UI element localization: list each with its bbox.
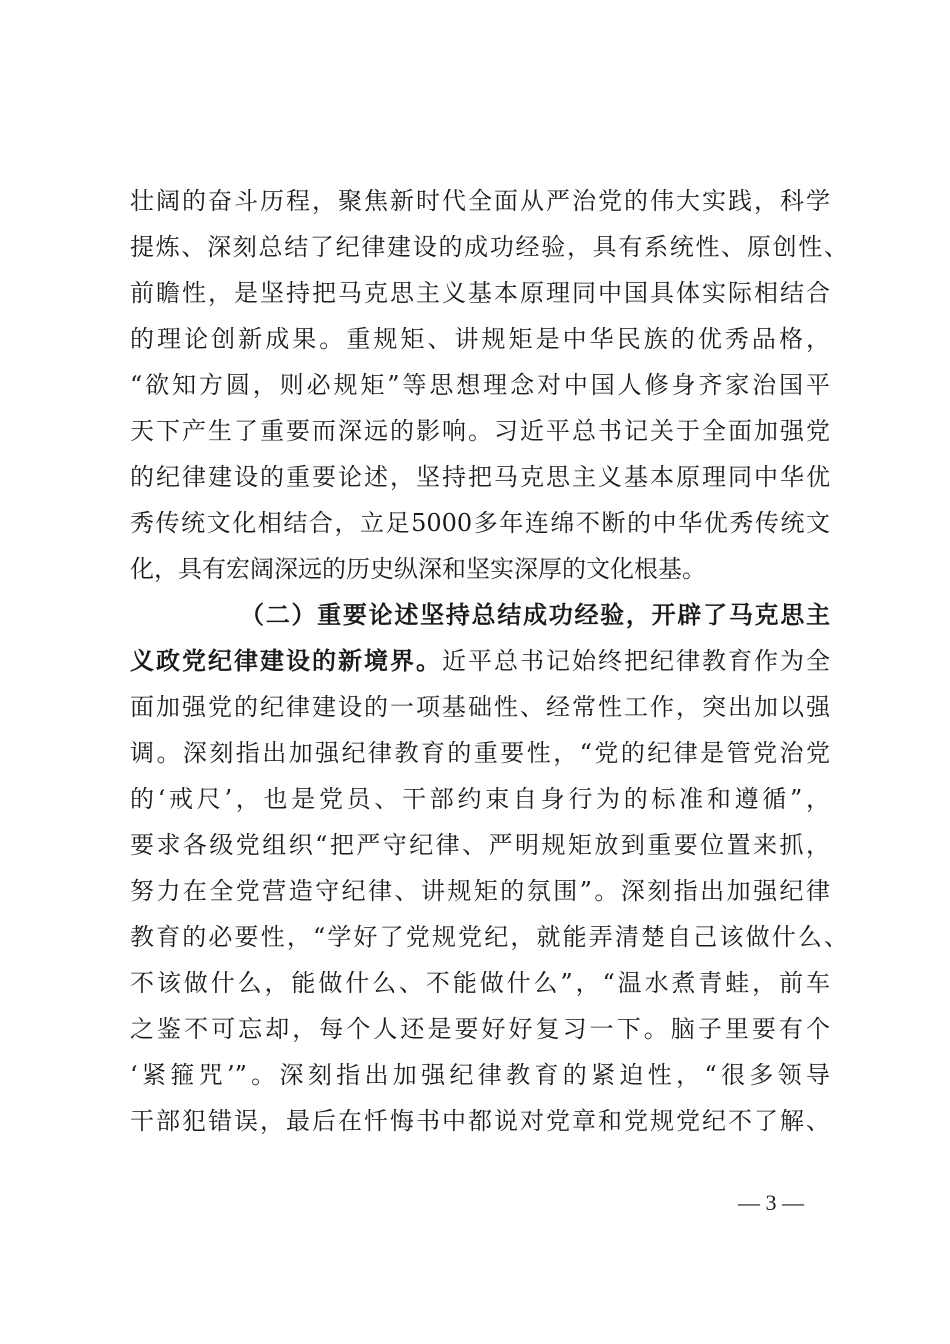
text-line-15: 要求各级党组织“把严守纪律、严明规矩放到重要位置来抓， (130, 831, 830, 859)
text-line-18: 不该做什么，能做什么、不能做什么”，“温水煮青蛙，前车 (130, 969, 830, 997)
text-line-13: 调。深刻指出加强纪律教育的重要性，“党的纪律是管党治党 (130, 739, 830, 767)
page-number: — 3 — (738, 1190, 804, 1215)
text-line-19: 之鉴不可忘却，每个人还是要好好复习一下。脑子里要有个 (130, 1015, 830, 1043)
text-line-6: 天下产生了重要而深远的影响。习近平总书记关于全面加强党 (130, 417, 830, 445)
body-text (130, 178, 890, 1144)
text-line-12: 面加强党的纪律建设的一项基础性、经常性工作，突出加以强 (130, 693, 830, 721)
text-line-11 (130, 638, 830, 684)
text-line-2: 提炼、深刻总结了纪律建设的成功经验，具有系统性、原创性、 (130, 233, 848, 261)
text-line-16: 努力在全党营造守纪律、讲规矩的氛围”。深刻指出加强纪律 (130, 877, 830, 905)
text-line-5: “欲知方圆，则必规矩”等思想理念对中国人修身齐家治国平 (130, 371, 830, 399)
text-line-3: 前瞻性，是坚持把马克思主义基本原理同中国具体实际相结合 (130, 279, 830, 307)
text-line-17: 教育的必要性，“学好了党规党纪，就能弄清楚自己该做什么、 (130, 923, 848, 951)
text-line-21: 干部犯错误，最后在忏悔书中都说对党章和党规党纪不了解、 (130, 1107, 830, 1135)
text-line-11-rest: 近平总书记始终把纪律教育作为全 (442, 647, 830, 675)
section-heading: （二）重要论述坚持总结成功经验，开辟了马克思主 (240, 600, 830, 629)
text-line-9: 化，具有宏阔深远的历史纵深和坚实深厚的文化根基。 (130, 555, 706, 583)
text-line-4: 的理论创新成果。重规矩、讲规矩是中华民族的优秀品格， (130, 325, 830, 353)
text-line-1: 壮阔的奋斗历程，聚焦新时代全面从严治党的伟大实践，科学 (130, 187, 830, 215)
text-line-20: ‘紧箍咒’”。深刻指出加强纪律教育的紧迫性，“很多领导 (130, 1061, 830, 1089)
section-heading-continued: 义政党纪律建设的新境界。 (130, 646, 442, 675)
text-line-7: 的纪律建设的重要论述，坚持把马克思主义基本原理同中华优 (130, 463, 830, 491)
text-line-14: 的‘戒尺’，也是党员、干部约束自身行为的标准和遵循”， (130, 785, 830, 813)
text-line-8: 秀传统文化相结合，立足5000多年连绵不断的中华优秀传统文 (130, 509, 830, 537)
